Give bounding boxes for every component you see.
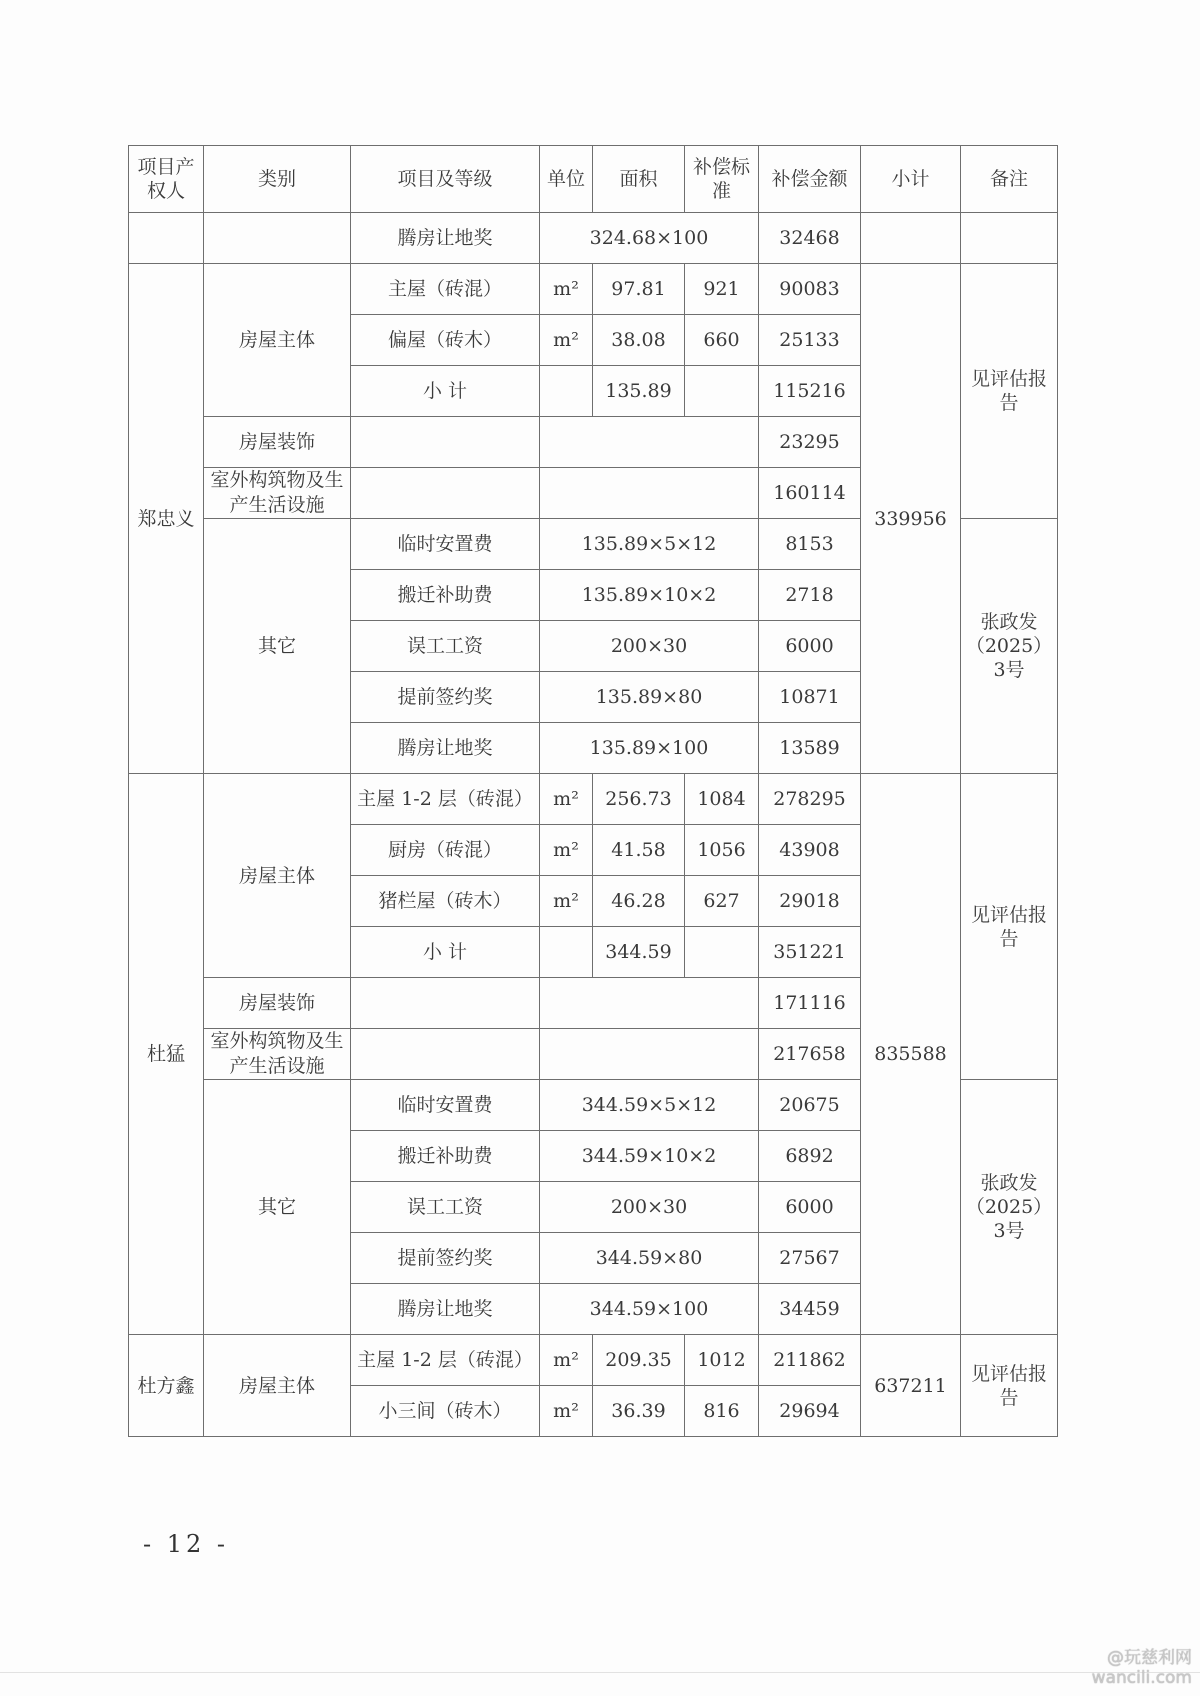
amount-cell: 43908	[759, 825, 861, 876]
category-cell: 其它	[204, 519, 351, 774]
remark-cell: 见评估报告	[961, 774, 1058, 1080]
remark-cell: 见评估报告	[961, 1335, 1058, 1437]
amount-cell: 34459	[759, 1284, 861, 1335]
unit-cell: m²	[540, 774, 593, 825]
watermark-line-1: @玩慈利网	[1107, 1648, 1192, 1668]
unit-cell: m²	[540, 315, 593, 366]
scan-edge-line	[0, 1672, 1200, 1673]
item-cell	[351, 468, 540, 519]
area-cell: 38.08	[593, 315, 685, 366]
category-cell: 房屋主体	[204, 264, 351, 417]
amount-cell: 2718	[759, 570, 861, 621]
item-cell	[351, 417, 540, 468]
formula-cell: 324.68×100	[540, 213, 759, 264]
category-cell: 房屋装饰	[204, 978, 351, 1029]
item-cell	[351, 1029, 540, 1080]
unit-cell: m²	[540, 1335, 593, 1386]
table-body	[129, 213, 1058, 1437]
remark-cell: 张政发（2025）3号	[961, 1080, 1058, 1335]
standard-cell: 1012	[685, 1335, 759, 1386]
formula-cell: 344.59×80	[540, 1233, 759, 1284]
standard-cell: 627	[685, 876, 759, 927]
header-standard: 补偿标准	[685, 146, 759, 213]
amount-cell: 32468	[759, 213, 861, 264]
amount-cell: 217658	[759, 1029, 861, 1080]
formula-cell: 135.89×5×12	[540, 519, 759, 570]
formula-cell: 135.89×10×2	[540, 570, 759, 621]
area-cell: 256.73	[593, 774, 685, 825]
amount-cell: 27567	[759, 1233, 861, 1284]
item-cell: 主屋（砖混）	[351, 264, 540, 315]
amount-cell: 6892	[759, 1131, 861, 1182]
header-subtotal: 小计	[861, 146, 961, 213]
item-cell: 猪栏屋（砖木）	[351, 876, 540, 927]
amount-cell: 25133	[759, 315, 861, 366]
unit-cell	[540, 927, 593, 978]
item-cell: 提前签约奖	[351, 672, 540, 723]
formula-cell: 135.89×80	[540, 672, 759, 723]
table-header-row	[129, 146, 1058, 213]
amount-cell: 10871	[759, 672, 861, 723]
formula-cell: 344.59×100	[540, 1284, 759, 1335]
amount-cell: 6000	[759, 1182, 861, 1233]
remark-cell: 张政发（2025）3号	[961, 519, 1058, 774]
category-cell: 房屋主体	[204, 1335, 351, 1437]
subtotal-cell: 339956	[861, 264, 961, 774]
owner-cell: 郑忠义	[129, 264, 204, 774]
remark-cell	[961, 213, 1058, 264]
area-cell: 97.81	[593, 264, 685, 315]
watermark	[1092, 1648, 1192, 1688]
area-cell: 41.58	[593, 825, 685, 876]
owner-cell	[129, 213, 204, 264]
area-cell: 344.59	[593, 927, 685, 978]
watermark-line-2: wancili.com	[1091, 1668, 1192, 1688]
amount-cell: 90083	[759, 264, 861, 315]
header-remark: 备注	[961, 146, 1058, 213]
header-amount: 补偿金额	[759, 146, 861, 213]
amount-cell: 115216	[759, 366, 861, 417]
area-cell: 135.89	[593, 366, 685, 417]
formula-cell	[540, 417, 759, 468]
standard-cell: 1084	[685, 774, 759, 825]
header-area: 面积	[593, 146, 685, 213]
remark-cell: 见评估报告	[961, 264, 1058, 519]
unit-cell: m²	[540, 825, 593, 876]
item-cell: 小三间（砖木）	[351, 1386, 540, 1437]
item-cell: 临时安置费	[351, 1080, 540, 1131]
category-cell	[204, 213, 351, 264]
subtotal-cell	[861, 213, 961, 264]
standard-cell: 1056	[685, 825, 759, 876]
item-cell: 厨房（砖混）	[351, 825, 540, 876]
item-cell: 腾房让地奖	[351, 213, 540, 264]
formula-cell: 344.59×10×2	[540, 1131, 759, 1182]
item-cell: 主屋 1-2 层（砖混）	[351, 1335, 540, 1386]
item-cell	[351, 978, 540, 1029]
category-cell: 房屋装饰	[204, 417, 351, 468]
amount-cell: 160114	[759, 468, 861, 519]
subtotal-cell: 637211	[861, 1335, 961, 1437]
unit-cell	[540, 366, 593, 417]
item-cell: 误工工资	[351, 621, 540, 672]
formula-cell	[540, 978, 759, 1029]
area-cell: 36.39	[593, 1386, 685, 1437]
subtotal-cell: 835588	[861, 774, 961, 1335]
category-cell: 室外构筑物及生产生活设施	[204, 468, 351, 519]
item-cell: 提前签约奖	[351, 1233, 540, 1284]
item-cell: 腾房让地奖	[351, 1284, 540, 1335]
formula-cell	[540, 1029, 759, 1080]
category-cell: 房屋主体	[204, 774, 351, 978]
table-row	[129, 264, 1058, 315]
amount-cell: 6000	[759, 621, 861, 672]
standard-cell	[685, 366, 759, 417]
standard-cell	[685, 927, 759, 978]
header-owner: 项目产权人	[129, 146, 204, 213]
formula-cell: 200×30	[540, 1182, 759, 1233]
category-cell: 其它	[204, 1080, 351, 1335]
amount-cell: 13589	[759, 723, 861, 774]
compensation-table	[128, 145, 1058, 1437]
amount-cell: 278295	[759, 774, 861, 825]
item-cell: 临时安置费	[351, 519, 540, 570]
header-item: 项目及等级	[351, 146, 540, 213]
header-category: 类别	[204, 146, 351, 213]
standard-cell: 921	[685, 264, 759, 315]
item-cell: 偏屋（砖木）	[351, 315, 540, 366]
header-unit: 单位	[540, 146, 593, 213]
category-cell: 室外构筑物及生产生活设施	[204, 1029, 351, 1080]
area-cell: 46.28	[593, 876, 685, 927]
standard-cell: 816	[685, 1386, 759, 1437]
amount-cell: 29018	[759, 876, 861, 927]
table-row	[129, 1335, 1058, 1386]
standard-cell: 660	[685, 315, 759, 366]
formula-cell: 344.59×5×12	[540, 1080, 759, 1131]
owner-cell: 杜猛	[129, 774, 204, 1335]
amount-cell: 29694	[759, 1386, 861, 1437]
item-cell: 搬迁补助费	[351, 570, 540, 621]
formula-cell	[540, 468, 759, 519]
item-cell: 小 计	[351, 927, 540, 978]
item-cell: 搬迁补助费	[351, 1131, 540, 1182]
item-cell: 小 计	[351, 366, 540, 417]
table-row	[129, 774, 1058, 825]
formula-cell: 135.89×100	[540, 723, 759, 774]
formula-cell: 200×30	[540, 621, 759, 672]
amount-cell: 20675	[759, 1080, 861, 1131]
amount-cell: 171116	[759, 978, 861, 1029]
table-row	[129, 213, 1058, 264]
item-cell: 腾房让地奖	[351, 723, 540, 774]
unit-cell: m²	[540, 1386, 593, 1437]
amount-cell: 23295	[759, 417, 861, 468]
owner-cell: 杜方鑫	[129, 1335, 204, 1437]
amount-cell: 351221	[759, 927, 861, 978]
unit-cell: m²	[540, 264, 593, 315]
page-number: - 12 -	[143, 1530, 230, 1558]
amount-cell: 211862	[759, 1335, 861, 1386]
area-cell: 209.35	[593, 1335, 685, 1386]
amount-cell: 8153	[759, 519, 861, 570]
item-cell: 误工工资	[351, 1182, 540, 1233]
unit-cell: m²	[540, 876, 593, 927]
item-cell: 主屋 1-2 层（砖混）	[351, 774, 540, 825]
